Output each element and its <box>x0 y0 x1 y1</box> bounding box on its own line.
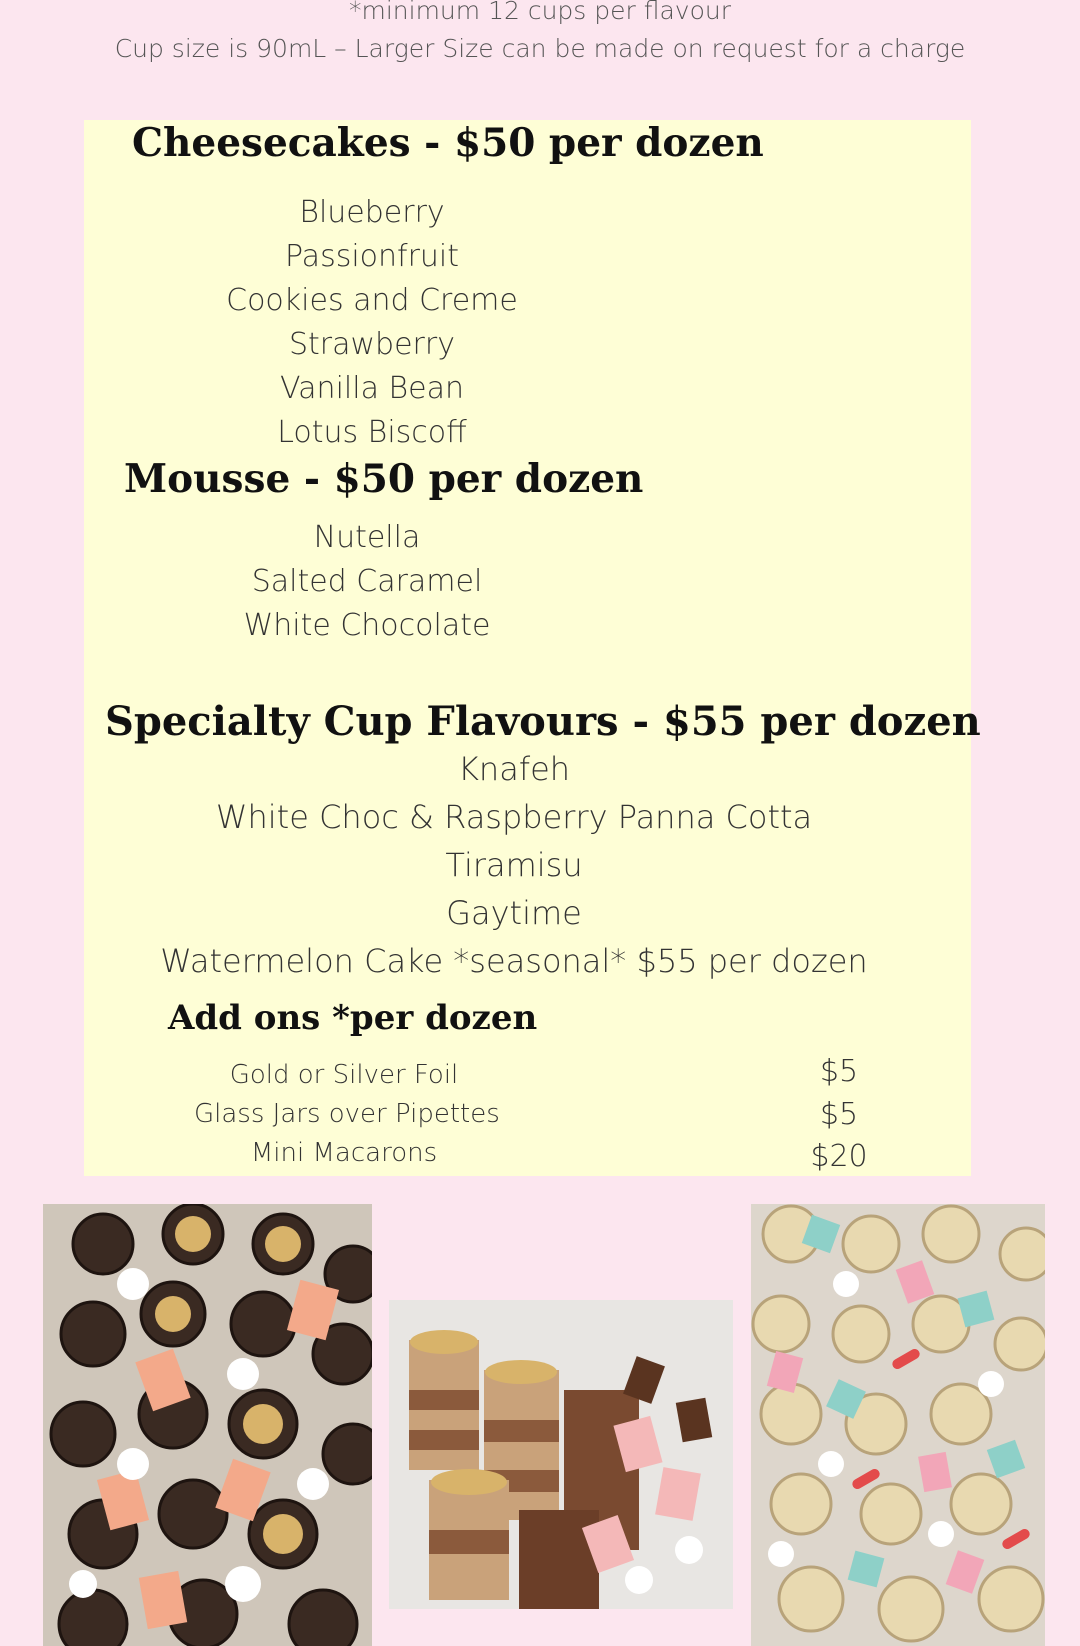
top-note-cup-size: Cup size is 90mL – Larger Size can be made on request for a charge <box>114 34 966 63</box>
specialty-item-panna-cotta: White Choc & Raspberry Panna Cotta <box>215 798 813 836</box>
addons-heading: Add ons *per dozen <box>168 998 538 1038</box>
cheesecake-item-lotus-biscoff: Lotus Biscoff <box>277 415 467 450</box>
menu-card <box>84 120 981 1176</box>
dessert-photo-middle <box>389 1300 733 1609</box>
dessert-cups-chocolate-image <box>43 1204 372 1646</box>
cheesecake-item-passionfruit: Passionfruit <box>284 239 460 274</box>
specialty-item-watermelon-cake: Watermelon Cake *seasonal* $55 per dozen <box>160 942 868 980</box>
top-note-minimum: *minimum 12 cups per flavour <box>348 0 732 25</box>
mousse-item-salted-caramel: Salted Caramel <box>251 564 483 599</box>
mousse-item-white-chocolate: White Chocolate <box>243 608 491 643</box>
addon-item-glass-jars: Glass Jars over Pipettes <box>194 1099 500 1129</box>
cheesecake-item-vanilla-bean: Vanilla Bean <box>279 371 464 406</box>
addon-price-glass-jars: $5 <box>819 1097 859 1132</box>
dessert-glass-jars-image <box>389 1300 733 1609</box>
specialty-item-gaytime: Gaytime <box>446 894 582 932</box>
dessert-photo-right <box>751 1204 1045 1646</box>
specialty-item-knafeh: Knafeh <box>457 750 571 788</box>
dessert-photo-left <box>43 1204 372 1646</box>
cheesecake-item-cookies-creme: Cookies and Creme <box>226 283 518 318</box>
dessert-cups-colourful-image <box>751 1204 1045 1646</box>
specialty-item-tiramisu: Tiramisu <box>445 846 583 884</box>
mousse-item-nutella: Nutella <box>313 520 421 555</box>
cheesecake-item-blueberry: Blueberry <box>299 195 445 230</box>
addon-item-mini-macarons: Mini Macarons <box>250 1138 438 1168</box>
specialty-heading: Specialty Cup Flavours - $55 per dozen <box>105 698 981 745</box>
addon-item-foil: Gold or Silver Foil <box>229 1060 459 1090</box>
addon-price-mini-macarons: $20 <box>810 1139 868 1174</box>
cheesecake-item-strawberry: Strawberry <box>289 327 455 362</box>
cheesecakes-heading: Cheesecakes - $50 per dozen <box>132 120 764 166</box>
mousse-heading: Mousse - $50 per dozen <box>124 456 644 502</box>
addon-price-foil: $5 <box>819 1054 859 1089</box>
